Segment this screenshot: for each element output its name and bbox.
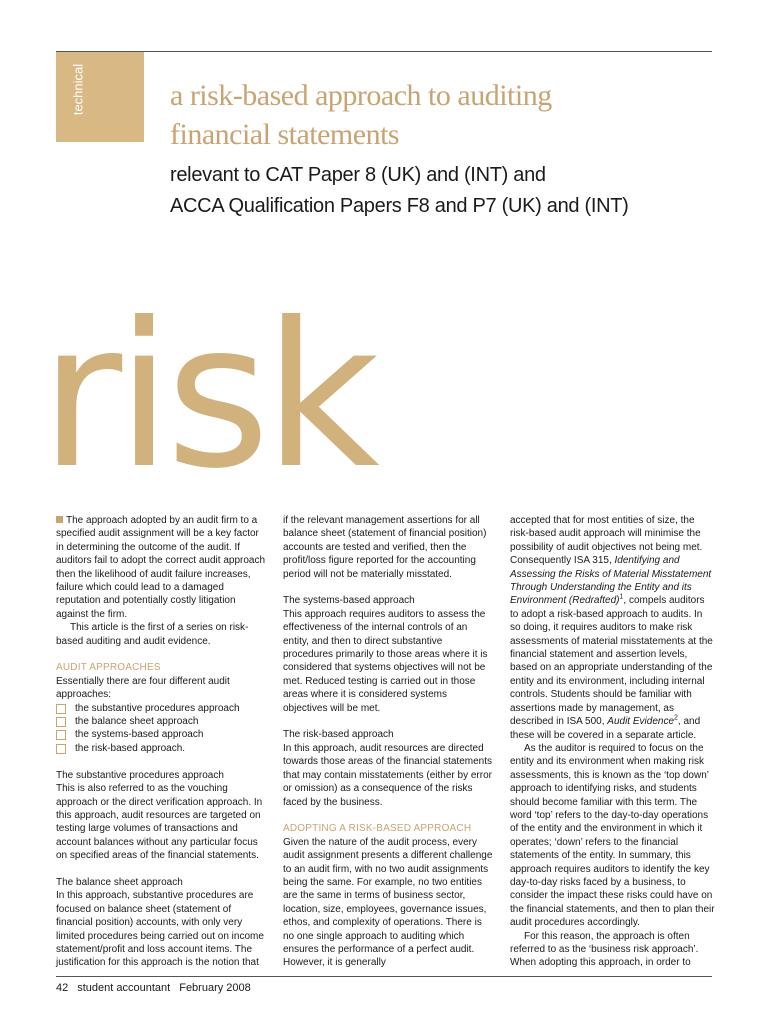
article-subtitle-line-1: relevant to CAT Paper 8 (UK) and (INT) and: [170, 164, 546, 186]
series-note: This article is the first of a series on risk-based auditing and audit evidence.: [56, 622, 249, 647]
page-number: 42: [56, 982, 69, 994]
square-bullet-icon: [56, 516, 63, 523]
subheading-risk-based: The risk-based approach: [283, 729, 394, 741]
balance-sheet-text-continued: if the relevant management assertions for all balance sheet (statement of financial position) accounts are tested and verified, then the profit/loss figure reported for the accounting period will not be materially misstated.: [283, 515, 487, 580]
publication-name: student accountant: [77, 982, 171, 994]
text-column-1: [56, 514, 266, 970]
article-subtitle-line-2: ACCA Qualification Papers F8 and P7 (UK) and (INT): [170, 195, 629, 217]
text-column-3: [510, 514, 715, 970]
article-title: [170, 76, 710, 154]
footnote-ref-1: 1: [619, 594, 624, 602]
page-footer: [56, 982, 260, 994]
publication-date: February 2008: [179, 982, 251, 994]
list-item: the risk-based approach.: [56, 742, 266, 755]
section-tab: [56, 52, 144, 142]
section-tab-label: technical: [70, 63, 86, 116]
checkbox-bullet-icon: [56, 730, 66, 740]
subheading-substantive: The substantive procedures approach: [56, 769, 224, 781]
article-subtitle: [170, 160, 710, 222]
article-title-line-2: financial statements: [170, 118, 400, 151]
display-word: risk: [40, 280, 374, 513]
top-rule: [56, 51, 712, 52]
checkbox-bullet-icon: [56, 744, 66, 754]
bottom-rule: [56, 976, 712, 977]
audit-approaches-text: Essentially there are four different audit approaches:: [56, 675, 230, 701]
balance-sheet-text: In this approach, substantive procedures are focused on balance sheet (statement of financial position) accounts, with only very limited procedures being carried out on income statement/profit and loss account items. The justification for this approach is the notion that: [56, 890, 264, 969]
substantive-text: This is also referred to as the vouching approach or the direct verification approach. In this approach, audit resources are targeted on testing large volumes of transactions and account balances without any particular focus on specified areas of the financial statements.: [56, 783, 263, 862]
footnote-ref-2: 2: [674, 714, 678, 722]
section-heading-adopting: ADOPTING A RISK-BASED APPROACH: [283, 823, 472, 835]
subheading-systems-based: The systems-based approach: [283, 595, 415, 607]
article-title-line-1: a risk-based approach to auditing: [170, 79, 552, 112]
top-down-paragraph: As the auditor is required to focus on the entity and its environment when making risk assessments, this is known as the ‘top down’ approach to identifying risks, and students should become familiar with this term. The word ‘top’ refers to the day-to-day operations of the entity and the environment in which it operates; ‘down’ refers to the financial statements of the entity. In summary, this approach requires auditors to identify the key day-to-day risks faced by a business, to consider the impact these risks could have on the financial statements, and then to plan their audit procedures accordingly.: [510, 742, 715, 929]
isa-315-title: Identifying and Assessing the Risks of Material Misstatement Through Understanding the Entity and its Environment (Redrafted): [510, 555, 712, 607]
list-item: the systems-based approach: [56, 728, 266, 741]
section-heading-audit-approaches: AUDIT APPROACHES: [56, 662, 161, 674]
adopting-text: Given the nature of the audit process, every audit assignment presents a different challenge to an audit firm, with no two audit assignments being the same. For example, no two entities are the same in terms of business sector, location, size, employees, governance issues, ethos, and complexity of operations. There is no one single approach to auditing which ensures the performance of a perfect audit. However, it is generally: [283, 836, 493, 969]
business-risk-paragraph: For this reason, the approach is often referred to as the ‘business risk approach’. When adopting this approach, in order to: [510, 930, 699, 969]
list-item: the substantive procedures approach: [56, 702, 266, 715]
isa-500-title: Audit Evidence: [607, 716, 675, 728]
text-column-2: [283, 514, 493, 970]
subheading-balance-sheet: The balance sheet approach: [56, 876, 183, 888]
intro-paragraph: The approach adopted by an audit firm to a specified audit assignment will be a key factor in determining the outcome of the audit. If auditors fail to adopt the correct audit approach then the likelihood of audit failure increases, failure which could lead to a damaged reputation and potentially costly litigation against the firm.: [56, 515, 266, 620]
isa-paragraph: accepted that for most entities of size, the risk-based audit approach will minimise the possibility of audit objectives not being met. Consequently ISA 315, Identifying and Assessing the Risks of Material Misstatement Through Understanding the Entity and its Environment (Redrafted)$^1$, compels auditors to adopt a risk-based approach to audits. In so doing, it requires auditors to make risk assessments of material misstatements at the financial statement and assertion levels, based on an appropriate understanding of the entity and its environment, including internal controls. Students should be familiar with assertions made by management, as described in ISA 500, Audit Evidence$^2$, and these will be covered in a separate article.: [510, 515, 713, 741]
checkbox-bullet-icon: [56, 717, 66, 727]
systems-based-text: This approach requires auditors to assess the effectiveness of the internal controls of an entity, and then to direct substantive procedures primarily to those areas where it is considered that systems objectives will not be met. Reduced testing is carried out in those areas where it is considered systems objectives will be met.: [283, 608, 488, 714]
checkbox-bullet-icon: [56, 704, 66, 714]
risk-based-text: In this approach, audit resources are directed towards those areas of the financial statements that may contain misstatements (either by error or omission) as a consequence of the risks faced by the business.: [283, 742, 493, 808]
list-item: the balance sheet approach: [56, 715, 266, 728]
